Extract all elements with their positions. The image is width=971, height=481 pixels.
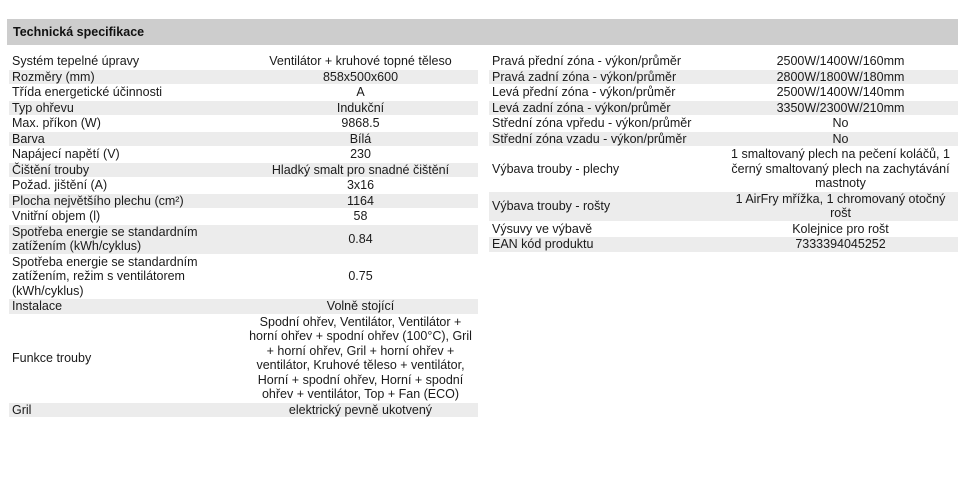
- spec-value: 2800W/1800W/180mm: [723, 70, 958, 85]
- spec-label: Výbava trouby - rošty: [489, 192, 723, 221]
- table-row: [489, 85, 958, 100]
- spec-label: Napájecí napětí (V): [12, 147, 120, 161]
- spec-value: 1164: [243, 194, 478, 209]
- spec-label: Střední zóna vzadu - výkon/průměr: [489, 132, 723, 147]
- spec-label: Výbava trouby - plechy: [492, 161, 620, 176]
- table-row: [489, 116, 958, 131]
- spec-label: Systém tepelné úpravy: [12, 54, 140, 68]
- spec-title: Technická specifikace: [13, 25, 145, 39]
- spec-label: Třída energetické účinnosti: [12, 85, 163, 99]
- left-spec-table: [9, 53, 478, 418]
- spec-label: Levá zadní zóna - výkon/průměr: [489, 101, 723, 116]
- table-row: [9, 116, 478, 131]
- spec-label: Max. příkon (W): [12, 116, 101, 130]
- spec-value: A: [356, 85, 365, 99]
- spec-value: 0.84: [243, 225, 478, 254]
- table-row: [9, 403, 478, 418]
- spec-label: Rozměry (mm): [9, 70, 243, 85]
- table-row: [489, 237, 958, 252]
- spec-label: Instalace: [9, 299, 243, 314]
- table-row: [9, 70, 478, 85]
- spec-label: Levá přední zóna - výkon/průměr: [492, 85, 676, 99]
- spec-value: Indukční: [243, 101, 478, 116]
- table-row: [489, 70, 958, 85]
- spec-value: Hladký smalt pro snadné čištění: [243, 163, 478, 178]
- spec-label: Gril: [9, 403, 243, 418]
- spec-value: Volně stojící: [243, 299, 478, 314]
- table-row: [9, 255, 478, 299]
- spec-value: Bílá: [243, 132, 478, 147]
- spec-value: Ventilátor + kruhové topné těleso: [269, 54, 452, 68]
- spec-label: Funkce trouby: [12, 350, 92, 365]
- right-spec-table: [489, 53, 958, 253]
- spec-value: 3350W/2300W/210mm: [723, 101, 958, 116]
- table-row: [9, 299, 478, 314]
- spec-header: [7, 19, 958, 45]
- table-row: [489, 147, 958, 191]
- spec-label: Spotřeba energie se standardním zatížením, režim s ventilátorem (kWh/cyklus): [12, 254, 198, 298]
- table-row: [9, 178, 478, 193]
- spec-value: elektrický pevně ukotvený: [243, 403, 478, 418]
- spec-value: Kolejnice pro rošt: [792, 221, 889, 236]
- table-row: [9, 147, 478, 162]
- spec-label: Plocha největšího plechu (cm²): [9, 194, 243, 209]
- spec-value: 230: [350, 147, 371, 161]
- table-row: [9, 315, 478, 402]
- spec-value: 7333394045252: [723, 237, 958, 252]
- table-row: [9, 54, 478, 69]
- spec-label: Požad. jištění (A): [12, 178, 108, 192]
- table-row: [9, 101, 478, 116]
- table-row: [489, 222, 958, 237]
- spec-label: Vnitřní objem (l): [12, 209, 101, 223]
- spec-value: No: [723, 132, 958, 147]
- spec-label: Pravá zadní zóna - výkon/průměr: [489, 70, 723, 85]
- spec-value: 1 smaltovaný plech na pečení koláčů, 1 černý smaltovaný plech na zachytávání mastnoty: [731, 147, 950, 190]
- spec-value: Spodní ohřev, Ventilátor, Ventilátor + horní ohřev + spodní ohřev (100°C), Gril + horní ohřev, Gril + horní ohřev + ventilátor, Kruhové těleso + ventilátor, Horní + spodní ohřev, Horní + spodní ohřev + ventilátor, Top + Fan (ECO): [249, 314, 472, 401]
- table-row: [489, 101, 958, 116]
- spec-label: Pravá přední zóna - výkon/průměr: [492, 54, 681, 68]
- spec-label: Čištění trouby: [9, 163, 243, 178]
- table-row: [9, 163, 478, 178]
- table-row: [9, 209, 478, 224]
- spec-value: 9868.5: [341, 116, 380, 130]
- spec-value: 0.75: [348, 269, 373, 283]
- spec-label: Spotřeba energie se standardním zatížením (kWh/cyklus): [9, 225, 243, 254]
- spec-value: 858x500x600: [243, 70, 478, 85]
- table-row: [9, 225, 478, 254]
- table-row: [9, 85, 478, 100]
- spec-value: No: [832, 116, 849, 130]
- spec-value: 3x16: [346, 178, 375, 192]
- spec-value: 2500W/1400W/160mm: [776, 54, 905, 68]
- table-row: [489, 192, 958, 221]
- table-row: [9, 132, 478, 147]
- table-row: [9, 194, 478, 209]
- spec-label: EAN kód produktu: [489, 237, 723, 252]
- spec-label: Výsuvy ve výbavě: [492, 221, 593, 236]
- spec-value: 1 AirFry mřížka, 1 chromovaný otočný rošt: [723, 192, 958, 221]
- spec-value: 2500W/1400W/140mm: [776, 85, 905, 99]
- spec-value: 58: [353, 209, 368, 223]
- table-row: [489, 54, 958, 69]
- spec-label: Střední zóna vpředu - výkon/průměr: [492, 116, 692, 130]
- spec-label: Barva: [9, 132, 243, 147]
- table-row: [489, 132, 958, 147]
- spec-label: Typ ohřevu: [9, 101, 243, 116]
